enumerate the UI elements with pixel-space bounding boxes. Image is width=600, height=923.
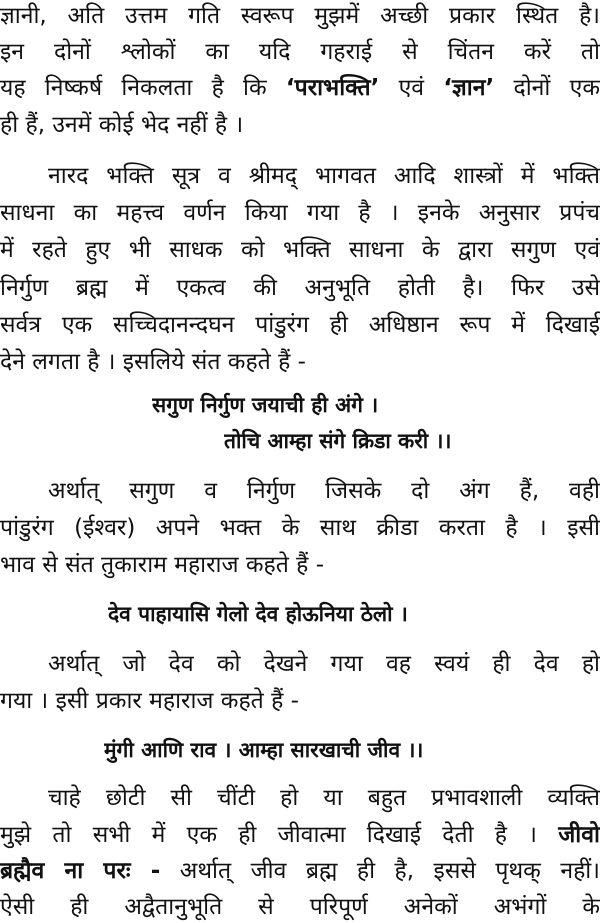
text-line: ज्ञानी, अति उत्तम गति स्वरूप मुझमें अच्छी प्रकार स्थित है। bbox=[0, 3, 600, 29]
text-line: देने लगता है । इसलिये संत कहते हैं - bbox=[0, 349, 306, 375]
text-segment: अर्थात् जीव ब्रह्म ही है, इससे पृथक् नहीं। bbox=[160, 858, 600, 884]
paragraph-first-line: चाहे छोटी सी चींटी हो या बहुत प्रभावशाली व्यक्ति bbox=[48, 785, 600, 811]
bold-term-gyan: ‘ज्ञान’ bbox=[443, 75, 495, 101]
text-line: इन दोनों श्लोकों का यदि गहराई से चिंतन करें तो bbox=[0, 39, 600, 65]
text-segment: दोनों एक bbox=[494, 75, 600, 101]
bold-term-jivo: जीवो bbox=[558, 822, 600, 848]
paragraph-first-line: नारद भक्ति सूत्र व श्रीमद् भागवत आदि शास्त्रों में भक्ति bbox=[48, 163, 600, 189]
paragraph-first-line: अर्थात् सगुण व निर्गुण जिसके दो अंग हैं, वही bbox=[48, 478, 600, 504]
text-line: साधना का महत्त्व वर्णन किया गया है । इनके अनुसार प्रपंच bbox=[0, 200, 600, 226]
text-segment: मुझे तो सभी में एक ही जीवात्मा दिखाई देती है । bbox=[0, 822, 559, 848]
text-line: गया । इसी प्रकार महाराज कहते हैं - bbox=[0, 688, 299, 714]
text-segment: यह निष्कर्ष निकलता है कि bbox=[0, 75, 286, 101]
text-line: सर्वत्र एक सच्चिदानन्दघन पांडुरंग ही अधिष्ठान रूप में दिखाई bbox=[0, 312, 600, 338]
verse-line: सगुण निर्गुण जयाची ही अंगे । bbox=[152, 393, 379, 417]
text-line bbox=[0, 72, 600, 104]
verse-line: मुंगी आणि राव । आम्हा सारखाची जीव ।। bbox=[104, 738, 424, 762]
verse-line: तोचि आम्हा संगे क्रिडा करी ।। bbox=[224, 429, 452, 453]
text-segment: एवं bbox=[379, 75, 444, 101]
text-line: ऐसी ही अद्वैतानुभूति से परिपूर्ण अनेकों अभंगों के bbox=[0, 894, 600, 920]
text-line: ही हैं, उनमें कोई भेद नहीं है । bbox=[0, 112, 244, 138]
text-line: निर्गुण ब्रह्म में एकत्व की अनुभूति होती है। फिर उसे bbox=[0, 275, 600, 301]
paragraph-first-line: अर्थात् जो देव को देखने गया वह स्वयं ही देव हो bbox=[48, 651, 600, 677]
text-line: पांडुरंग (ईश्वर) अपने भक्त के साथ क्रीडा करता है । इसी bbox=[0, 515, 600, 541]
text-line: भाव से संत तुकाराम महाराज कहते हैं - bbox=[0, 552, 324, 578]
text-line bbox=[0, 855, 600, 887]
verse-line: देव पाहायासि गेलो देव होऊनिया ठेलो । bbox=[108, 602, 408, 626]
bold-term-brahmaiva: ब्रह्मैव ना परः - bbox=[0, 858, 161, 884]
text-line bbox=[0, 819, 600, 851]
bold-term-parabhakti: ‘पराभक्ति’ bbox=[285, 75, 380, 101]
text-line: में रहते हुए भी साधक को भक्ति साधना के द्वारा सगुण एवं bbox=[0, 237, 600, 263]
